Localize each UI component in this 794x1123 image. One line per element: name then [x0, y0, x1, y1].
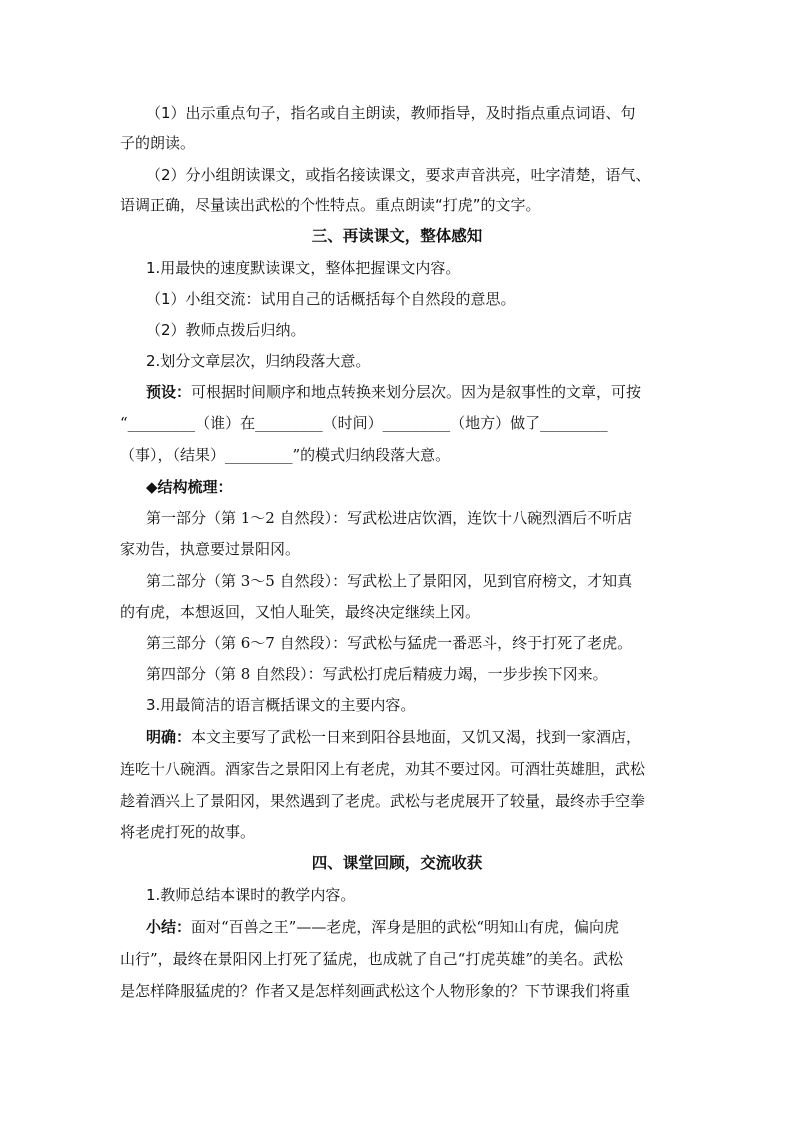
part2-line2: 的有虎，本想返回，又怕人耻笑，最终决定继续上冈。: [120, 603, 481, 621]
summary-text: 面对“百兽之王”——老虎，浑身是胆的武松“明知山有虎，偏向虎: [191, 918, 620, 936]
clarify-line1: [146, 727, 641, 747]
section3-heading: 三、再读课文，整体感知: [311, 227, 483, 245]
clarify-text: 本文主要写了武松一日来到阳谷县地面，又饥又渴，找到一家酒店，: [191, 728, 642, 746]
preset-line3: （事），（结果）_________”的模式归纳段落大意。: [120, 446, 451, 464]
section4-item1: 1.教师总结本课时的教学内容。: [146, 886, 356, 904]
summary-line1: [146, 917, 619, 937]
preset-label: 预设：: [146, 383, 192, 401]
summary-line2: 山行”，最终在景阳冈上打死了猛虎，也成就了自己“打虎英雄”的美名。武松: [120, 950, 624, 968]
section3-item3: 3.用最简洁的语言概括课文的主要内容。: [146, 696, 416, 714]
part1-line1: 第一部分（第 1～2 自然段）：写武松进店饮酒，连饮十八碗烈酒后不听店: [146, 509, 633, 527]
intro-p1-line1: （1）出示重点句子，指名或自主朗读，教师指导，及时指点重点词语、句: [146, 104, 636, 122]
preset-line2: “_________（谁）在_________（时间）_________（地方）做了_________: [120, 414, 608, 432]
section3-sub1: （1）小组交流：试用自己的话概括每个自然段的意思。: [146, 290, 516, 308]
section3-item1: 1.用最快的速度默读课文，整体把握课文内容。: [146, 259, 461, 277]
summary-label: 小结：: [146, 918, 192, 936]
section3-sub2: （2）教师点拨后归纳。: [146, 321, 306, 339]
summary-line3: 是怎样降服猛虎的？作者又是怎样刻画武松这个人物形象的？下节课我们将重: [120, 982, 631, 1000]
clarify-line2: 连吃十八碗酒。酒家告之景阳冈上有老虎，劝其不要过冈。可酒壮英雄胆，武松: [120, 760, 646, 778]
preset-text: 可根据时间顺序和地点转换来划分层次。因为是叙事性的文章，可按: [191, 383, 642, 401]
preset-line1: [146, 382, 641, 402]
part3-line: 第三部分（第 6～7 自然段）：写武松与猛虎一番恶斗，终于打死了老虎。: [146, 634, 633, 652]
structure-label: ◆结构梳理：: [146, 478, 233, 496]
part2-line1: 第二部分（第 3～5 自然段）：写武松上了景阳冈，见到官府榜文，才知真: [146, 572, 633, 590]
part4-line: 第四部分（第 8 自然段）：写武松打虎后精疲力竭，一步步挨下冈来。: [146, 665, 608, 683]
intro-p2-line2: 语调正确，尽量读出武松的个性特点。重点朗读“打虎”的文字。: [120, 196, 541, 214]
clarify-label: 明确：: [146, 728, 192, 746]
section3-item2: 2.划分文章层次，归纳段落大意。: [146, 352, 371, 370]
intro-p2-line1: （2）分小组朗读课文，或指名接读课文，要求声音洪亮，吐字清楚，语气、: [146, 166, 651, 184]
part1-line2: 家劝告，执意要过景阳冈。: [120, 540, 301, 558]
clarify-line4: 将老虎打死的故事。: [120, 823, 256, 841]
intro-p1-line2: 子的朗读。: [120, 134, 196, 152]
section4-heading: 四、课堂回顾，交流收获: [311, 854, 483, 872]
clarify-line3: 趁着酒兴上了景阳冈，果然遇到了老虎。武松与老虎展开了较量，最终赤手空拳: [120, 792, 646, 810]
